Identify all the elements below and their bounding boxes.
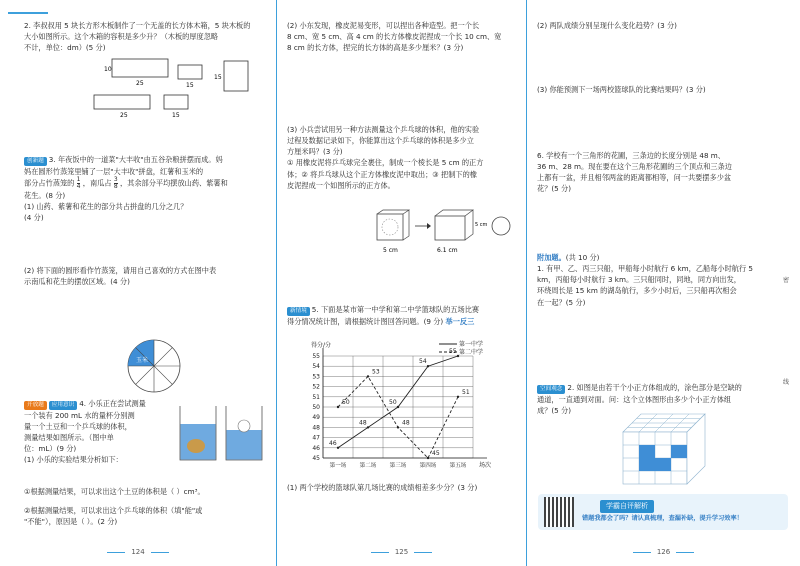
dim-25a: 25 xyxy=(136,80,144,88)
cube-tunnel-diagram xyxy=(619,410,709,488)
frac2-num: 3 xyxy=(113,175,118,183)
q4-line-4: 测量结果如图所示。（图中单 xyxy=(24,432,114,442)
extra-score: (共 10 分) xyxy=(565,253,600,262)
beakers-illustration xyxy=(176,400,266,464)
q3-line-3 xyxy=(24,177,269,190)
q3-line-3c: ，其余部分平均摆放山药、紫薯和 xyxy=(119,178,228,188)
extra-line-2: km，丙船每小时航行 3 km。三只船同时，同地，同方向出发， xyxy=(537,275,741,285)
data-point xyxy=(397,426,399,428)
binding-mark-2: 线 xyxy=(783,379,790,386)
dim-15c: 15 xyxy=(172,112,180,118)
pingpong-ball-icon xyxy=(238,420,250,432)
data-point xyxy=(427,457,429,459)
q5-line-2 xyxy=(287,316,519,327)
x-tick-label: 第二场 xyxy=(359,463,377,469)
q3-sub1-score: (4 分) xyxy=(24,213,44,223)
page-124 xyxy=(0,0,277,566)
q5-sub3: (3) 你能预测下一场两校篮球队的比赛结果吗？(3 分) xyxy=(537,85,706,94)
q4-answer-a: ①根据测量结果，可以求出这个土豆的体积是（ ）cm³。 xyxy=(24,487,205,496)
q3-line-1-text: 3. 年夜饭中的一道菜"大丰收"由五谷杂粮拼摆而成。妈 xyxy=(48,155,223,164)
data-point xyxy=(397,406,399,408)
board-top xyxy=(112,59,168,77)
question-4 xyxy=(24,398,174,465)
dim-25b: 25 xyxy=(120,112,128,118)
q5-line-1 xyxy=(287,304,519,316)
y-tick-label: 53 xyxy=(312,373,320,381)
board-front xyxy=(94,95,150,109)
p2-mid-line-1: (3) 小兵尝试用另一种方法测量这个乒乓球的体积，他的实验 xyxy=(287,125,480,134)
q3-tag: 创新题 xyxy=(24,157,47,166)
q3-line-1 xyxy=(24,154,269,166)
x-axis-label: 场次 xyxy=(479,462,492,469)
extra-line-3: 环绕周长是 15 km 的湖岛航行，多少小时后，三只船再次相会 xyxy=(537,286,737,296)
frac1-num: 1 xyxy=(76,175,81,183)
data-label: 50 xyxy=(389,399,397,406)
data-label: 53 xyxy=(372,368,380,376)
pie-label-corn: 玉米 xyxy=(136,357,149,364)
page-number-126 xyxy=(527,547,800,558)
pingpong-ball-shape xyxy=(492,217,510,235)
data-label: 46 xyxy=(329,439,337,447)
pageno-126-text: 126 xyxy=(656,548,671,557)
p2-mid-line-6: 皮泥捏成一个如图所示的正方体。 xyxy=(287,180,395,190)
q6-line-2: 36 m、28 m。现在要在这个三角形花圃的三个顶点和三条边 xyxy=(537,162,732,172)
data-label: 48 xyxy=(359,419,367,427)
tunnel-cell-4 xyxy=(671,445,687,458)
board-side-1 xyxy=(178,65,202,79)
cube-with-ball xyxy=(377,214,403,240)
data-label: 45 xyxy=(432,450,440,457)
dim-15a: 15 xyxy=(186,82,194,90)
y-tick-label: 45 xyxy=(312,455,320,462)
q4-line-1-text: 4. 小乐正在尝试测量 xyxy=(79,399,146,408)
q4-answer-b2: "不能"），原因是（ ）。(2 分) xyxy=(24,517,118,527)
q5-link[interactable]: 举一反三 xyxy=(445,316,475,326)
y-tick-label: 55 xyxy=(312,353,320,360)
page-number-125 xyxy=(277,547,526,558)
clay-cube xyxy=(435,216,465,240)
q5-tag: 新情境 xyxy=(287,307,310,316)
q4-tag-2: 应用意识 xyxy=(49,401,77,410)
q4-sub1: (1) 小乐的实验结果分析如下： xyxy=(24,455,123,465)
cube-q-tag: 空间观念 xyxy=(537,385,565,394)
page-126 xyxy=(527,0,800,566)
p2-mid-line-5: 体；② 将乒乓球从这个正方体橡皮泥中取出；③ 把制下的橡 xyxy=(287,169,477,179)
qr-code-icon[interactable] xyxy=(544,497,574,527)
y-tick-label: 49 xyxy=(312,414,320,422)
arrow-head-icon xyxy=(427,223,431,229)
q5-line-1-text: 5. 下面是某市第一中学和第二中学篮球队的五场比赛 xyxy=(311,305,480,314)
fraction-one-quarter xyxy=(77,177,81,190)
steamer-pie xyxy=(126,338,182,394)
q2-line-1: 2. 李叔叔用 5 块长方形木板制作了一个无盖的长方体木箱，5 块木板的 xyxy=(24,21,251,30)
frac1-den: 4 xyxy=(76,182,81,190)
data-point xyxy=(337,447,339,449)
q6-line-1: 6. 学校有一个三角形的花圃，三条边的长度分别是 48 m、 xyxy=(537,151,725,160)
frac2-den: 8 xyxy=(113,182,118,190)
y-tick-label: 54 xyxy=(312,363,320,371)
board-diagram xyxy=(74,57,274,117)
pageno-125-text: 125 xyxy=(394,548,409,557)
label-5cm-b: 5 cm xyxy=(475,222,488,228)
label-6-1cm: 6.1 cm xyxy=(437,247,458,254)
q4-answer-b1: ②根据测量结果，可以求出这个乒乓球的体积（填"能"或 xyxy=(24,506,203,516)
y-tick-label: 50 xyxy=(312,404,320,411)
y-tick-label: 46 xyxy=(312,444,320,452)
q3-line-3b: ，南瓜占 xyxy=(82,178,112,188)
q6-line-4: 花？(5 分) xyxy=(537,184,572,194)
score-line-chart xyxy=(295,340,515,480)
y-tick-label: 51 xyxy=(312,393,320,401)
page-125 xyxy=(277,0,527,566)
question-3 xyxy=(24,154,269,288)
q6-line-3: 上都有一盆，并且相邻两盆的距离都相等，问一共要摆多少盆 xyxy=(537,173,732,183)
question-5 xyxy=(287,304,519,327)
q4-line-3: 量一个土豆和一个乒乓球的体积， xyxy=(24,421,132,431)
p2-top-line-1: (2) 小东发现，橡皮泥易变形，可以捏出各种造型。把一个长 xyxy=(287,21,480,30)
data-point xyxy=(337,406,339,408)
cube-q-line-2: 通道，一直通到对面。问：这个立体图形由多少个小正方体组 xyxy=(537,394,732,404)
y-tick-label: 48 xyxy=(312,424,320,432)
p2-mid-line-4: ① 用橡皮泥将乒乓球完全裹住，制成一个棱长是 5 cm 的正方 xyxy=(287,158,484,168)
legend-label-1: 第一中学 xyxy=(459,341,484,348)
tunnel-cell-1 xyxy=(639,445,655,458)
fraction-three-eighths xyxy=(114,177,118,190)
q3-line-4: 花生。(8 分) xyxy=(24,190,66,200)
self-review-title: 学霸自评解析 xyxy=(600,500,654,513)
extra-section xyxy=(537,252,790,308)
cube-process-diagram xyxy=(373,208,523,258)
y-tick-label: 52 xyxy=(312,383,320,391)
data-label: 54 xyxy=(419,358,427,366)
data-label: 50 xyxy=(342,399,350,406)
x-tick-label: 第四场 xyxy=(419,463,437,469)
self-review-box xyxy=(538,494,788,530)
cube-q-line-3: 成？(5 分) xyxy=(537,405,572,415)
extra-header xyxy=(537,252,787,263)
p2-top-line-2: 8 cm、宽 5 cm、高 4 cm 的长方体橡皮泥捏成一个长 10 cm、宽 xyxy=(287,32,502,42)
pageno-124-text: 124 xyxy=(131,548,145,557)
q5-sub1: (1) 两个学校的篮球队第几场比赛的成绩相差多少分？(3 分) xyxy=(287,483,478,492)
extra-line-1: 1. 有甲、乙、丙三只船，甲船每小时航行 6 km，乙船每小时航行 5 xyxy=(537,264,753,274)
dim-10: 10 xyxy=(104,66,112,74)
data-label: 48 xyxy=(402,419,410,427)
beaker-2-water xyxy=(227,430,262,460)
board-side-2 xyxy=(224,61,248,91)
q2-line-2: 大小如图所示。这个木箱的容积是多少升？（木板的厚度忽略 xyxy=(24,32,219,42)
x-tick-label: 第三场 xyxy=(389,463,407,469)
cube-q-line-1 xyxy=(537,382,787,394)
cube-q-line-1-text: 2. 如图是由若干个小正方体组成的，涂色部分是空缺的 xyxy=(567,383,742,392)
page-number-124 xyxy=(0,547,276,558)
q3-line-3a: 部分占竹蒸笼的 xyxy=(24,178,75,188)
binding-mark-1: 密 xyxy=(783,277,790,284)
legend-label-2: 第二中学 xyxy=(459,349,484,356)
data-point xyxy=(367,375,369,377)
potato-icon xyxy=(187,439,205,453)
q4-line-1 xyxy=(24,398,174,410)
p2-mid-line-2: 过程及数据记录如下，你能算出这个乒乓球的体积是多少立 xyxy=(287,136,474,146)
y-tick-label: 47 xyxy=(312,434,320,442)
data-label: 51 xyxy=(462,388,470,396)
self-review-text: 错题我都会了吗？请认真梳理，查漏补缺，提升学习效率！ xyxy=(582,515,743,522)
data-label: 55 xyxy=(449,348,457,355)
q4-tag-1: 开放题 xyxy=(24,401,47,410)
top-accent-line xyxy=(8,12,48,14)
p2-mid-line-3: 方厘米吗？(3 分) xyxy=(287,147,343,157)
q4-line-5: 位：mL）(9 分) xyxy=(24,444,77,454)
question-2 xyxy=(24,20,269,121)
q4-line-2: 一个装有 200 mL 水的量杯分别测 xyxy=(24,410,135,420)
label-5cm-a: 5 cm xyxy=(383,247,398,254)
x-tick-label: 第一场 xyxy=(329,463,347,469)
question-4-answers xyxy=(24,486,269,527)
q3-line-2: 妈在圆形竹蒸笼里铺了一层"大丰收"拼盘，红薯和玉米的 xyxy=(24,166,204,176)
dim-15b: 15 xyxy=(214,74,222,82)
x-tick-label: 第五场 xyxy=(449,463,467,469)
question-2-2 xyxy=(287,20,519,53)
extra-line-4: 在一起？(5 分) xyxy=(537,297,586,307)
q3-sub2-line-2: 示南瓜和花生的摆放区域。(4 分) xyxy=(24,277,130,287)
data-point xyxy=(427,365,429,367)
question-6 xyxy=(537,150,787,195)
question-2-3 xyxy=(287,124,519,191)
q5-line-2-text: 得分情况统计图，请根据统计图回答问题。(9 分) xyxy=(287,316,444,326)
tunnel-cell-3 xyxy=(639,458,655,471)
y-axis-label: 得分/分 xyxy=(311,342,332,349)
extra-title: 附加题。 xyxy=(537,253,566,262)
p2-top-line-3: 8 cm 的长方体，捏完的长方体的高是多少厘米？(3 分) xyxy=(287,43,464,53)
board-back xyxy=(164,95,188,109)
q3-sub2-line-1: (2) 将下面的圆形看作竹蒸笼，请用自己喜欢的方式在图中表 xyxy=(24,266,217,276)
tunnel-cell-2 xyxy=(655,458,671,471)
data-point xyxy=(367,426,369,428)
q3-sub1: (1) 山药、紫薯和花生的部分共占拼盘的几分之几？ xyxy=(24,201,188,211)
data-point xyxy=(457,396,459,398)
q2-line-3: 不计，单位：dm）(5 分) xyxy=(24,43,106,53)
q5-sub2: (2) 两队成绩分别呈现什么变化趋势？(3 分) xyxy=(537,21,677,30)
